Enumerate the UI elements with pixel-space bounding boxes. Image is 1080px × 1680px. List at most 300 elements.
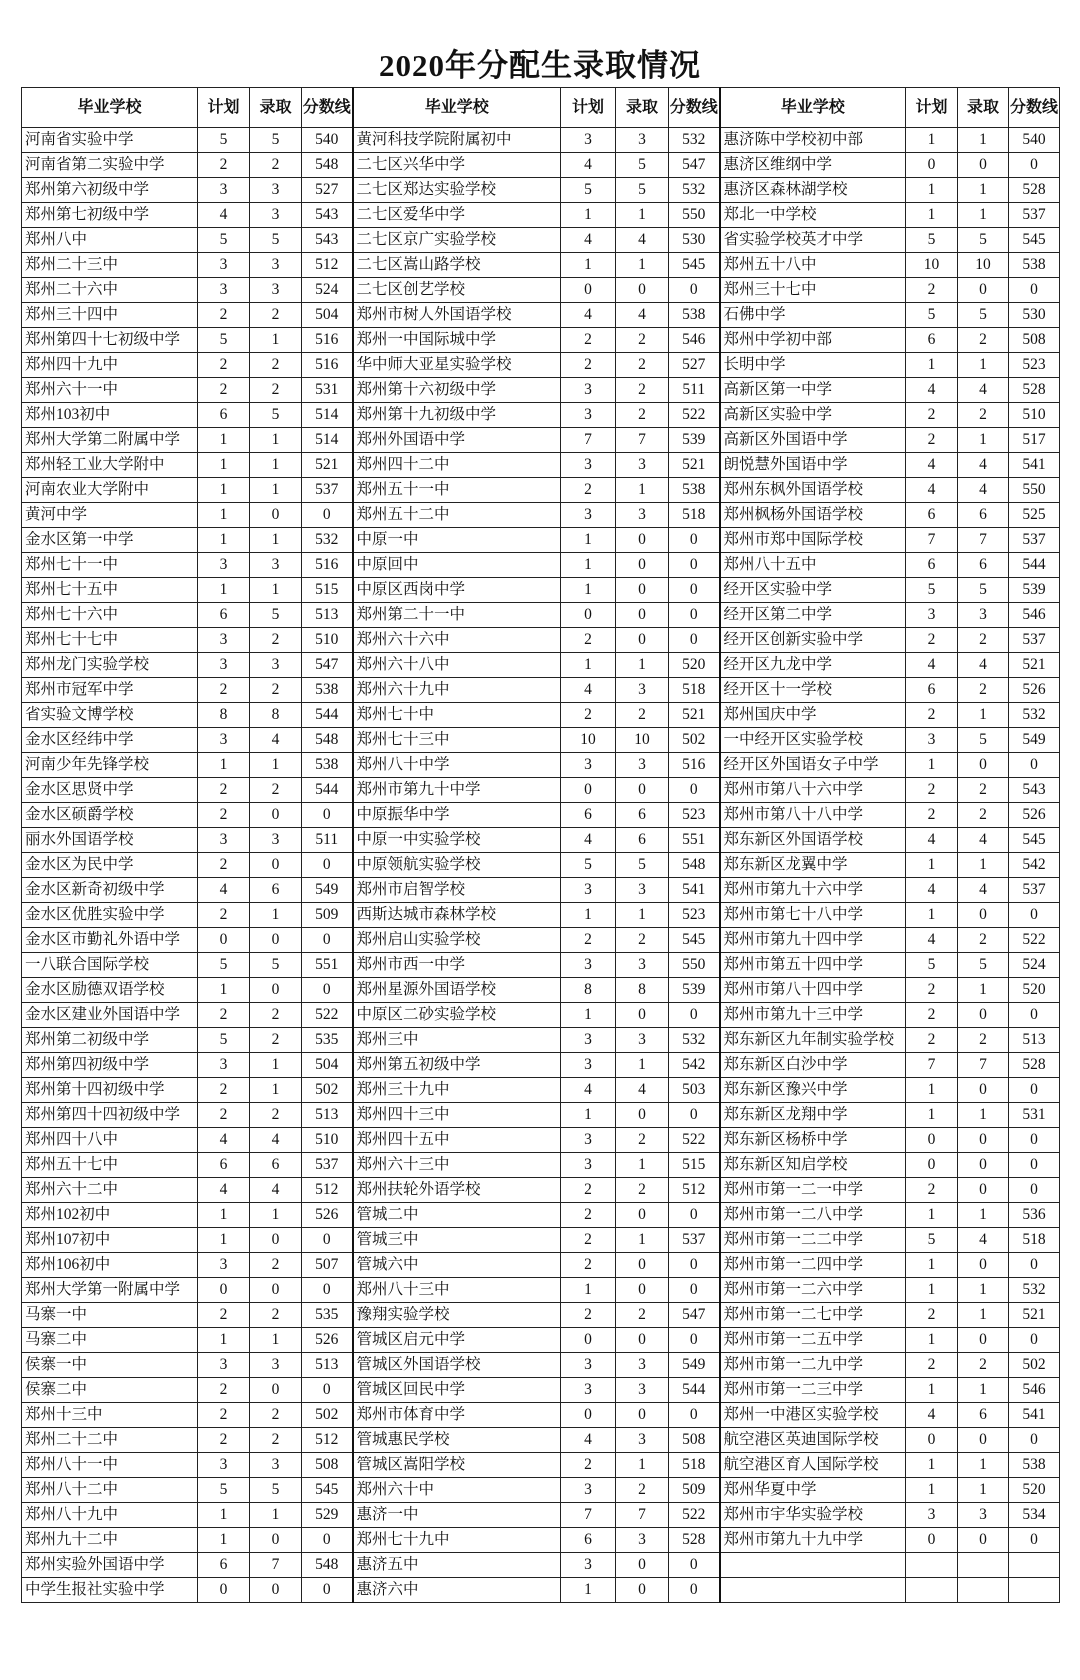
cell-school: 郑州八十三中: [353, 1278, 561, 1303]
cell-plan: 1: [561, 653, 616, 678]
cell-school: 郑州四十九中: [22, 353, 198, 378]
cell-plan: 1: [906, 903, 958, 928]
column-header-score: 分数线: [302, 88, 353, 128]
cell-plan: 0: [561, 278, 616, 303]
table-row: [22, 703, 1060, 728]
cell-admitted: 1: [250, 903, 302, 928]
cell-score: 0: [1009, 753, 1060, 778]
cell-school: 金水区思贤中学: [22, 778, 198, 803]
cell-score: 551: [669, 828, 720, 853]
cell-school: 郑州市冠军中学: [22, 678, 198, 703]
cell-school: 郑州三十七中: [720, 278, 906, 303]
cell-plan: 4: [198, 878, 250, 903]
cell-school: 郑州市第一二六中学: [720, 1278, 906, 1303]
cell-admitted: 1: [958, 353, 1009, 378]
cell-plan: 1: [906, 203, 958, 228]
table-row: [22, 1128, 1060, 1153]
cell-school: 管城区启元中学: [353, 1328, 561, 1353]
cell-school: 经开区创新实验中学: [720, 628, 906, 653]
cell-score: 503: [669, 1078, 720, 1103]
cell-admitted: 6: [616, 828, 669, 853]
cell-score: 538: [1009, 1453, 1060, 1478]
cell-school: 郑州市第九十六中学: [720, 878, 906, 903]
cell-plan: 0: [906, 153, 958, 178]
cell-plan: 5: [198, 1478, 250, 1503]
cell-admitted: 1: [250, 528, 302, 553]
cell-admitted: 1: [958, 703, 1009, 728]
cell-score: 512: [302, 1178, 353, 1203]
cell-admitted: 0: [958, 278, 1009, 303]
table-row: [22, 953, 1060, 978]
cell-plan: 2: [906, 978, 958, 1003]
cell-school: 郑州扶轮外语学校: [353, 1178, 561, 1203]
cell-school: 二七区爱华中学: [353, 203, 561, 228]
cell-admitted: 5: [958, 728, 1009, 753]
cell-school: 郑州大学第二附属中学: [22, 428, 198, 453]
cell-admitted: 1: [958, 1378, 1009, 1403]
cell-school: 郑州七十一中: [22, 553, 198, 578]
cell-admitted: [958, 1553, 1009, 1578]
cell-admitted: 2: [958, 1028, 1009, 1053]
table-row: [22, 878, 1060, 903]
cell-score: 537: [302, 478, 353, 503]
cell-plan: 6: [198, 403, 250, 428]
cell-school: 省实验文博学校: [22, 703, 198, 728]
cell-admitted: 5: [616, 178, 669, 203]
column-header-plan: 计划: [561, 88, 616, 128]
cell-school: 郑州八十二中: [22, 1478, 198, 1503]
cell-score: 0: [669, 1253, 720, 1278]
cell-plan: 1: [906, 1378, 958, 1403]
cell-school: 省实验学校英才中学: [720, 228, 906, 253]
cell-school: 金水区优胜实验中学: [22, 903, 198, 928]
cell-admitted: 0: [616, 553, 669, 578]
table-row: [22, 1453, 1060, 1478]
cell-admitted: 2: [250, 1303, 302, 1328]
cell-school: 郑州五十八中: [720, 253, 906, 278]
cell-score: 540: [1009, 128, 1060, 153]
cell-score: 518: [669, 1453, 720, 1478]
cell-school: 郑州一中港区实验学校: [720, 1403, 906, 1428]
cell-score: 536: [1009, 1203, 1060, 1228]
cell-school: 航空港区英迪国际学校: [720, 1428, 906, 1453]
cell-score: 527: [669, 353, 720, 378]
cell-score: 548: [669, 853, 720, 878]
cell-admitted: 1: [958, 178, 1009, 203]
cell-score: 502: [669, 728, 720, 753]
cell-plan: 1: [561, 203, 616, 228]
cell-school: 中原领航实验学校: [353, 853, 561, 878]
cell-score: 532: [669, 1028, 720, 1053]
cell-score: 537: [669, 1228, 720, 1253]
table-row: [22, 1428, 1060, 1453]
cell-school: 郑州九十二中: [22, 1528, 198, 1553]
cell-school: 管城惠民学校: [353, 1428, 561, 1453]
cell-school: 郑北一中学校: [720, 203, 906, 228]
table-row: [22, 603, 1060, 628]
cell-school: 郑东新区龙翼中学: [720, 853, 906, 878]
cell-admitted: 2: [616, 328, 669, 353]
cell-score: 522: [669, 1503, 720, 1528]
cell-score: 521: [669, 453, 720, 478]
cell-school: 中原区西岗中学: [353, 578, 561, 603]
cell-school: 郑州二十六中: [22, 278, 198, 303]
cell-school: 侯寨一中: [22, 1353, 198, 1378]
header-row: [22, 88, 1060, 128]
cell-admitted: 0: [250, 1578, 302, 1603]
cell-score: 510: [302, 1128, 353, 1153]
cell-admitted: 1: [958, 1453, 1009, 1478]
cell-admitted: 3: [250, 1453, 302, 1478]
cell-school: 郑州八中: [22, 228, 198, 253]
cell-score: 534: [1009, 1503, 1060, 1528]
cell-admitted: 0: [958, 1178, 1009, 1203]
cell-plan: 2: [906, 428, 958, 453]
table-row: [22, 178, 1060, 203]
cell-school: 郑州七十六中: [22, 603, 198, 628]
cell-admitted: 0: [958, 1253, 1009, 1278]
cell-admitted: 0: [250, 853, 302, 878]
cell-plan: 1: [198, 1528, 250, 1553]
cell-school: 马寨二中: [22, 1328, 198, 1353]
cell-school: 中原一中: [353, 528, 561, 553]
cell-school: 豫翔实验学校: [353, 1303, 561, 1328]
cell-admitted: 0: [616, 1203, 669, 1228]
cell-school: 金水区市勤礼外语中学: [22, 928, 198, 953]
table-row: [22, 353, 1060, 378]
cell-plan: 4: [906, 653, 958, 678]
cell-admitted: 1: [616, 253, 669, 278]
cell-admitted: 0: [616, 1003, 669, 1028]
cell-plan: 0: [561, 1328, 616, 1353]
cell-admitted: 3: [250, 253, 302, 278]
cell-admitted: 1: [958, 428, 1009, 453]
cell-plan: 5: [906, 1228, 958, 1253]
table-row: [22, 253, 1060, 278]
cell-score: 532: [1009, 703, 1060, 728]
cell-admitted: 0: [616, 778, 669, 803]
cell-plan: 6: [561, 803, 616, 828]
cell-school: 管城区外国语学校: [353, 1353, 561, 1378]
cell-score: 0: [302, 1528, 353, 1553]
cell-plan: 2: [561, 353, 616, 378]
cell-school: 惠济区维纲中学: [720, 153, 906, 178]
cell-score: 523: [669, 903, 720, 928]
cell-admitted: 2: [250, 1028, 302, 1053]
table-row: [22, 1403, 1060, 1428]
cell-score: 520: [1009, 978, 1060, 1003]
cell-admitted: 3: [250, 553, 302, 578]
cell-school: 中原回中: [353, 553, 561, 578]
cell-school: 经开区第二中学: [720, 603, 906, 628]
cell-school: 郑州第二初级中学: [22, 1028, 198, 1053]
cell-admitted: 1: [958, 1303, 1009, 1328]
cell-admitted: 2: [958, 403, 1009, 428]
cell-score: 0: [1009, 1078, 1060, 1103]
cell-score: 518: [669, 678, 720, 703]
cell-school: 郑州第四十四初级中学: [22, 1103, 198, 1128]
cell-plan: 8: [198, 703, 250, 728]
cell-admitted: 1: [250, 328, 302, 353]
cell-admitted: 0: [616, 628, 669, 653]
cell-plan: 4: [561, 153, 616, 178]
cell-admitted: 1: [250, 428, 302, 453]
cell-admitted: 5: [250, 603, 302, 628]
cell-plan: 6: [906, 553, 958, 578]
cell-plan: 0: [561, 1403, 616, 1428]
cell-plan: 2: [198, 853, 250, 878]
cell-score: 538: [302, 678, 353, 703]
cell-plan: 3: [198, 828, 250, 853]
cell-school: 郑州第二十一中: [353, 603, 561, 628]
cell-admitted: 0: [616, 603, 669, 628]
cell-admitted: 2: [616, 1128, 669, 1153]
cell-score: 539: [1009, 578, 1060, 603]
cell-score: 512: [302, 1428, 353, 1453]
cell-admitted: 2: [616, 1478, 669, 1503]
cell-score: 0: [669, 1328, 720, 1353]
cell-score: 547: [302, 653, 353, 678]
cell-score: 0: [669, 528, 720, 553]
table-row: [22, 1253, 1060, 1278]
cell-admitted: 7: [958, 1053, 1009, 1078]
cell-admitted: 1: [616, 903, 669, 928]
cell-admitted: 3: [616, 503, 669, 528]
cell-admitted: 3: [250, 828, 302, 853]
cell-score: 517: [1009, 428, 1060, 453]
cell-plan: 3: [561, 1153, 616, 1178]
cell-school: 郑州四十五中: [353, 1128, 561, 1153]
cell-plan: 2: [561, 1178, 616, 1203]
cell-plan: 2: [561, 1303, 616, 1328]
cell-admitted: 0: [616, 1278, 669, 1303]
cell-admitted: 2: [250, 1253, 302, 1278]
cell-score: 538: [669, 478, 720, 503]
cell-school: 惠济六中: [353, 1578, 561, 1603]
cell-plan: 4: [561, 1078, 616, 1103]
cell-plan: 1: [198, 478, 250, 503]
cell-plan: 2: [198, 378, 250, 403]
cell-plan: 1: [561, 253, 616, 278]
cell-admitted: 1: [250, 753, 302, 778]
cell-score: 549: [669, 1353, 720, 1378]
column-header-school: 毕业学校: [353, 88, 561, 128]
cell-score: 537: [1009, 878, 1060, 903]
cell-plan: 2: [561, 928, 616, 953]
cell-score: 526: [302, 1328, 353, 1353]
cell-plan: 8: [561, 978, 616, 1003]
cell-school: 郑州星源外国语学校: [353, 978, 561, 1003]
cell-school: 郑东新区豫兴中学: [720, 1078, 906, 1103]
cell-score: 0: [1009, 1428, 1060, 1453]
cell-school: 郑州国庆中学: [720, 703, 906, 728]
cell-admitted: 1: [616, 1153, 669, 1178]
cell-plan: 0: [906, 1528, 958, 1553]
cell-score: 0: [1009, 278, 1060, 303]
cell-plan: 1: [561, 903, 616, 928]
cell-plan: 1: [561, 1578, 616, 1603]
cell-school: 郑州102初中: [22, 1203, 198, 1228]
column-header-plan: 计划: [906, 88, 958, 128]
cell-admitted: 0: [958, 1153, 1009, 1178]
cell-admitted: 0: [616, 1103, 669, 1128]
cell-score: 522: [669, 403, 720, 428]
cell-admitted: 4: [958, 653, 1009, 678]
cell-school: 河南农业大学附中: [22, 478, 198, 503]
cell-admitted: 6: [958, 1403, 1009, 1428]
cell-school: 惠济区森林湖学校: [720, 178, 906, 203]
cell-admitted: 3: [958, 1503, 1009, 1528]
cell-school: 郑州市第八十四中学: [720, 978, 906, 1003]
cell-score: 0: [302, 1278, 353, 1303]
cell-school: 郑州市第一二五中学: [720, 1328, 906, 1353]
cell-plan: 6: [198, 1153, 250, 1178]
cell-plan: 2: [198, 1428, 250, 1453]
cell-score: 504: [302, 1053, 353, 1078]
cell-plan: 1: [906, 128, 958, 153]
cell-plan: 1: [198, 1328, 250, 1353]
cell-plan: 2: [561, 328, 616, 353]
table-row: [22, 1553, 1060, 1578]
cell-plan: 2: [198, 1378, 250, 1403]
cell-score: 513: [302, 1103, 353, 1128]
table-row: [22, 1503, 1060, 1528]
cell-admitted: 1: [250, 478, 302, 503]
cell-score: 538: [1009, 253, 1060, 278]
cell-admitted: 0: [958, 903, 1009, 928]
cell-school: 经开区十一学校: [720, 678, 906, 703]
cell-school: 郑州市第一二七中学: [720, 1303, 906, 1328]
cell-score: 532: [669, 128, 720, 153]
cell-school: 郑州五十七中: [22, 1153, 198, 1178]
cell-admitted: 3: [250, 203, 302, 228]
cell-school: 郑州市第一二一中学: [720, 1178, 906, 1203]
cell-school: 郑东新区白沙中学: [720, 1053, 906, 1078]
cell-admitted: 3: [616, 453, 669, 478]
cell-score: 0: [302, 503, 353, 528]
cell-school: 郑州第五初级中学: [353, 1053, 561, 1078]
cell-school: 郑州华夏中学: [720, 1478, 906, 1503]
cell-school: 管城区回民中学: [353, 1378, 561, 1403]
cell-school: 二七区京广实验学校: [353, 228, 561, 253]
cell-plan: 2: [906, 1353, 958, 1378]
cell-admitted: 0: [616, 278, 669, 303]
cell-admitted: 6: [616, 803, 669, 828]
cell-school: 郑州市第九十四中学: [720, 928, 906, 953]
cell-school: 郑州五十一中: [353, 478, 561, 503]
cell-plan: 7: [906, 1053, 958, 1078]
cell-plan: 2: [906, 278, 958, 303]
cell-school: 郑州第十九初级中学: [353, 403, 561, 428]
cell-school: 中学生报社实验中学: [22, 1578, 198, 1603]
cell-plan: 1: [198, 453, 250, 478]
table-row: [22, 303, 1060, 328]
cell-admitted: 1: [250, 1328, 302, 1353]
cell-school: 郑州市第九十九中学: [720, 1528, 906, 1553]
cell-score: 527: [302, 178, 353, 203]
cell-score: 516: [302, 353, 353, 378]
column-header-school: 毕业学校: [720, 88, 906, 128]
cell-score: 515: [302, 578, 353, 603]
table-row: [22, 203, 1060, 228]
cell-school: 郑州市第九十三中学: [720, 1003, 906, 1028]
cell-school: 一八联合国际学校: [22, 953, 198, 978]
cell-score: 526: [302, 1203, 353, 1228]
cell-score: 0: [669, 778, 720, 803]
cell-school: 惠济一中: [353, 1503, 561, 1528]
table-row: [22, 928, 1060, 953]
cell-school: 郑州第十四初级中学: [22, 1078, 198, 1103]
cell-admitted: 8: [250, 703, 302, 728]
cell-score: 526: [1009, 678, 1060, 703]
cell-admitted: 4: [958, 1228, 1009, 1253]
cell-plan: 3: [561, 1028, 616, 1053]
cell-admitted: 2: [250, 1003, 302, 1028]
cell-score: 509: [669, 1478, 720, 1503]
cell-admitted: 7: [958, 528, 1009, 553]
cell-score: 543: [302, 228, 353, 253]
cell-plan: 3: [561, 1553, 616, 1578]
cell-school: 郑州市第七十八中学: [720, 903, 906, 928]
cell-plan: 1: [906, 1253, 958, 1278]
cell-plan: 5: [198, 128, 250, 153]
table-row: [22, 853, 1060, 878]
cell-score: 531: [302, 378, 353, 403]
cell-school: 朗悦慧外国语中学: [720, 453, 906, 478]
cell-admitted: 5: [250, 953, 302, 978]
cell-score: 526: [1009, 803, 1060, 828]
cell-score: 550: [1009, 478, 1060, 503]
cell-score: 525: [1009, 503, 1060, 528]
table-row: [22, 803, 1060, 828]
table-row: [22, 1353, 1060, 1378]
cell-score: 530: [669, 228, 720, 253]
cell-school: 侯寨二中: [22, 1378, 198, 1403]
cell-admitted: 2: [958, 628, 1009, 653]
cell-school: 一中经开区实验学校: [720, 728, 906, 753]
column-header-score: 分数线: [1009, 88, 1060, 128]
cell-school: 郑州第四初级中学: [22, 1053, 198, 1078]
table-row: [22, 153, 1060, 178]
cell-score: 518: [669, 503, 720, 528]
cell-school: 郑州三十九中: [353, 1078, 561, 1103]
cell-admitted: 4: [616, 1078, 669, 1103]
cell-school: 郑州市第一二二中学: [720, 1228, 906, 1253]
cell-plan: 2: [906, 628, 958, 653]
cell-school: 管城二中: [353, 1203, 561, 1228]
cell-score: 541: [1009, 1403, 1060, 1428]
cell-score: 0: [669, 1403, 720, 1428]
cell-school: 惠济五中: [353, 1553, 561, 1578]
cell-school: 中原振华中学: [353, 803, 561, 828]
cell-admitted: 3: [616, 953, 669, 978]
cell-admitted: 6: [250, 878, 302, 903]
cell-score: 0: [669, 1578, 720, 1603]
cell-school: 郑州六十六中: [353, 628, 561, 653]
cell-plan: 5: [906, 228, 958, 253]
cell-score: 512: [302, 253, 353, 278]
cell-school: 郑东新区外国语学校: [720, 828, 906, 853]
column-header-admitted: 录取: [616, 88, 669, 128]
cell-admitted: 2: [616, 378, 669, 403]
cell-plan: 4: [906, 878, 958, 903]
cell-plan: 2: [198, 303, 250, 328]
cell-plan: 3: [198, 1253, 250, 1278]
cell-admitted: 6: [958, 553, 1009, 578]
cell-score: 516: [302, 328, 353, 353]
cell-school: 金水区经纬中学: [22, 728, 198, 753]
cell-admitted: 6: [250, 1153, 302, 1178]
